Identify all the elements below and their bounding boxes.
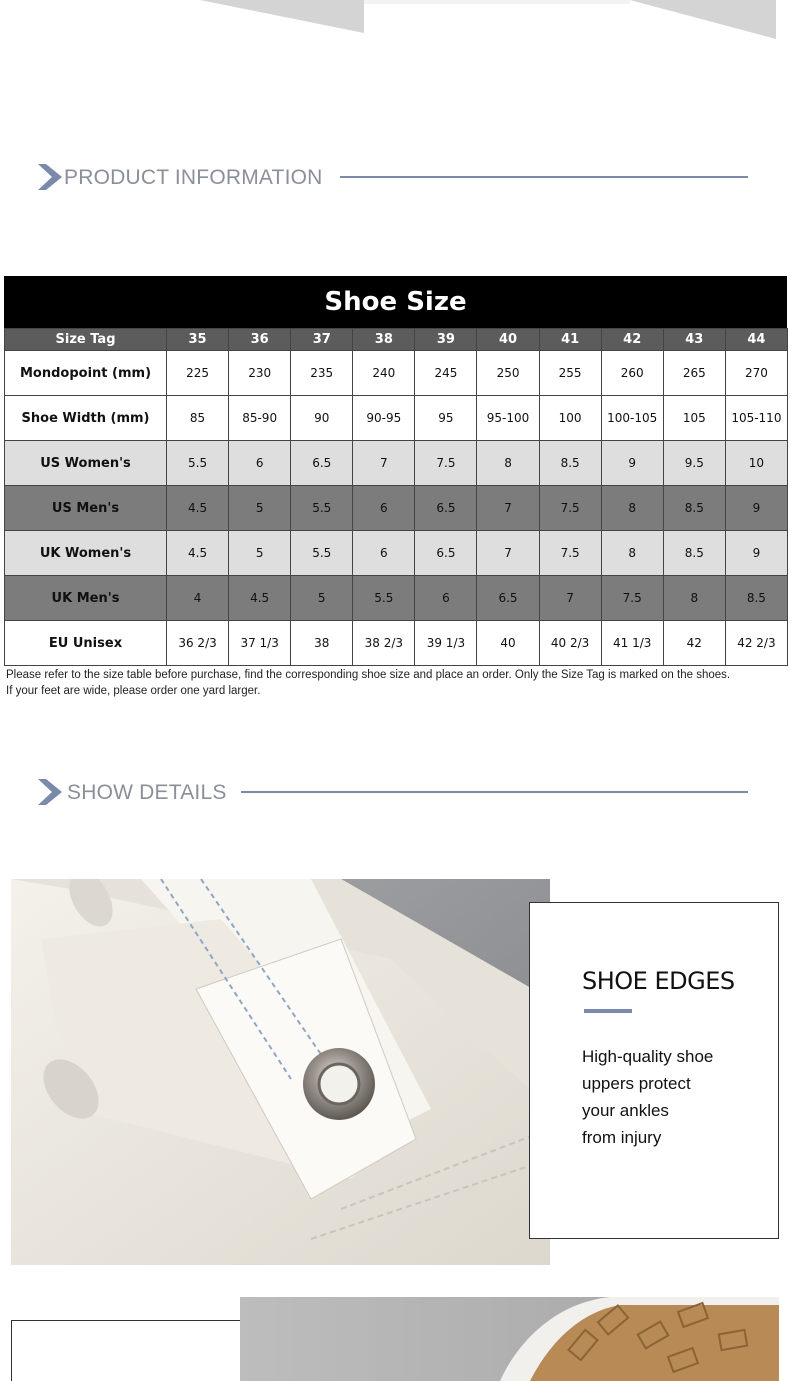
section-title: PRODUCT INFORMATION <box>64 166 323 189</box>
size-cell: 255 <box>539 351 601 396</box>
size-table-row <box>5 621 788 666</box>
size-cell: 9 <box>725 486 787 531</box>
size-cell: 9.5 <box>663 441 725 486</box>
size-cell: 7 <box>477 531 539 576</box>
size-tag-cell: 37 <box>291 329 353 351</box>
size-cell: 105 <box>663 396 725 441</box>
size-cell: 42 <box>663 621 725 666</box>
size-chart-title: Shoe Size <box>4 276 787 328</box>
size-cell: 8.5 <box>663 531 725 576</box>
size-cell: 40 <box>477 621 539 666</box>
size-cell: 230 <box>229 351 291 396</box>
product-information-header <box>38 162 748 192</box>
size-tag-cell: 38 <box>353 329 415 351</box>
size-cell: 5 <box>291 576 353 621</box>
size-row-label: US Men's <box>5 486 167 531</box>
size-cell: 235 <box>291 351 353 396</box>
size-note-1: Please refer to the size table before purchase, find the corresponding shoe size and place an order. Only the Size Tag is marked on the shoes. <box>6 669 731 681</box>
size-cell: 7.5 <box>415 441 477 486</box>
feature-desc-line: High-quality shoe <box>582 1047 714 1066</box>
size-cell: 250 <box>477 351 539 396</box>
size-table-row <box>5 531 788 576</box>
size-tag-cell: 42 <box>601 329 663 351</box>
size-cell: 7.5 <box>539 531 601 576</box>
size-notes <box>6 667 776 699</box>
size-cell: 5 <box>229 531 291 576</box>
size-cell: 6.5 <box>291 441 353 486</box>
size-cell: 245 <box>415 351 477 396</box>
size-tag-cell: 40 <box>477 329 539 351</box>
size-cell: 265 <box>663 351 725 396</box>
size-note-2: If your feet are wide, please order one yard larger. <box>6 685 261 697</box>
size-cell: 5.5 <box>353 576 415 621</box>
size-cell: 36 2/3 <box>167 621 229 666</box>
size-row-label: Shoe Width (mm) <box>5 396 167 441</box>
feature-desc-line: uppers protect <box>582 1074 691 1093</box>
section-title: SHOW DETAILS <box>67 781 227 804</box>
feature-accent-bar <box>584 1009 632 1013</box>
size-cell: 8 <box>477 441 539 486</box>
size-cell: 8 <box>601 486 663 531</box>
size-cell: 8.5 <box>539 441 601 486</box>
size-cell: 95 <box>415 396 477 441</box>
size-table-row <box>5 486 788 531</box>
size-cell: 100 <box>539 396 601 441</box>
feature-desc-line: from injury <box>582 1128 662 1147</box>
chevron-right-icon <box>38 777 64 807</box>
size-cell: 9 <box>725 531 787 576</box>
size-cell: 100-105 <box>601 396 663 441</box>
size-cell: 4.5 <box>167 531 229 576</box>
size-table <box>4 328 788 666</box>
size-cell: 37 1/3 <box>229 621 291 666</box>
show-details-header <box>38 777 748 807</box>
size-tag-cell: 35 <box>167 329 229 351</box>
size-cell: 41 1/3 <box>601 621 663 666</box>
size-cell: 8 <box>663 576 725 621</box>
size-cell: 4 <box>167 576 229 621</box>
feature-desc-line: your ankles <box>582 1101 669 1120</box>
size-cell: 5.5 <box>167 441 229 486</box>
size-cell: 85 <box>167 396 229 441</box>
size-cell: 4.5 <box>167 486 229 531</box>
size-table-row <box>5 351 788 396</box>
size-table-row <box>5 396 788 441</box>
size-cell: 7.5 <box>539 486 601 531</box>
size-cell: 95-100 <box>477 396 539 441</box>
size-row-label: UK Men's <box>5 576 167 621</box>
size-cell: 6 <box>229 441 291 486</box>
size-cell: 7 <box>539 576 601 621</box>
size-cell: 5 <box>229 486 291 531</box>
size-tag-cell: 44 <box>725 329 787 351</box>
size-cell: 38 <box>291 621 353 666</box>
size-cell: 10 <box>725 441 787 486</box>
size-cell: 40 2/3 <box>539 621 601 666</box>
size-cell: 8 <box>601 531 663 576</box>
size-tag-cell: 41 <box>539 329 601 351</box>
feature-card-shoe-edges <box>529 902 779 1239</box>
size-cell: 7 <box>353 441 415 486</box>
size-cell: 6.5 <box>415 486 477 531</box>
chevron-right-icon <box>38 162 64 192</box>
size-row-label: US Women's <box>5 441 167 486</box>
size-cell: 38 2/3 <box>353 621 415 666</box>
size-chart <box>4 276 787 666</box>
size-tag-cell: 43 <box>663 329 725 351</box>
size-cell: 6.5 <box>477 576 539 621</box>
size-cell: 6 <box>415 576 477 621</box>
size-row-label: UK Women's <box>5 531 167 576</box>
feature-description <box>582 1043 762 1151</box>
size-cell: 5.5 <box>291 531 353 576</box>
size-tag-cell: 39 <box>415 329 477 351</box>
size-cell: 270 <box>725 351 787 396</box>
size-table-row <box>5 441 788 486</box>
top-decorative-strip <box>0 0 790 40</box>
size-cell: 7 <box>477 486 539 531</box>
size-cell: 90 <box>291 396 353 441</box>
size-cell: 225 <box>167 351 229 396</box>
size-cell: 260 <box>601 351 663 396</box>
size-tag-cell: 36 <box>229 329 291 351</box>
size-cell: 6.5 <box>415 531 477 576</box>
size-row-label: EU Unisex <box>5 621 167 666</box>
feature-card-2 <box>11 1320 261 1381</box>
shoe-upper-photo <box>11 879 550 1265</box>
size-cell: 9 <box>601 441 663 486</box>
size-tag-label: Size Tag <box>5 329 167 351</box>
size-row-label: Mondopoint (mm) <box>5 351 167 396</box>
size-cell: 39 1/3 <box>415 621 477 666</box>
size-table-row <box>5 576 788 621</box>
size-cell: 85-90 <box>229 396 291 441</box>
feature-title: SHOE EDGES <box>582 967 735 995</box>
size-cell: 5.5 <box>291 486 353 531</box>
size-cell: 240 <box>353 351 415 396</box>
size-tag-row <box>5 329 788 351</box>
size-cell: 90-95 <box>353 396 415 441</box>
size-cell: 42 2/3 <box>725 621 787 666</box>
section-divider <box>340 176 748 178</box>
size-cell: 8.5 <box>663 486 725 531</box>
size-cell: 4.5 <box>229 576 291 621</box>
section-divider <box>241 791 748 793</box>
size-cell: 7.5 <box>601 576 663 621</box>
shoe-sole-photo <box>240 1297 779 1381</box>
size-cell: 8.5 <box>725 576 787 621</box>
size-cell: 6 <box>353 531 415 576</box>
size-cell: 105-110 <box>725 396 787 441</box>
size-cell: 6 <box>353 486 415 531</box>
